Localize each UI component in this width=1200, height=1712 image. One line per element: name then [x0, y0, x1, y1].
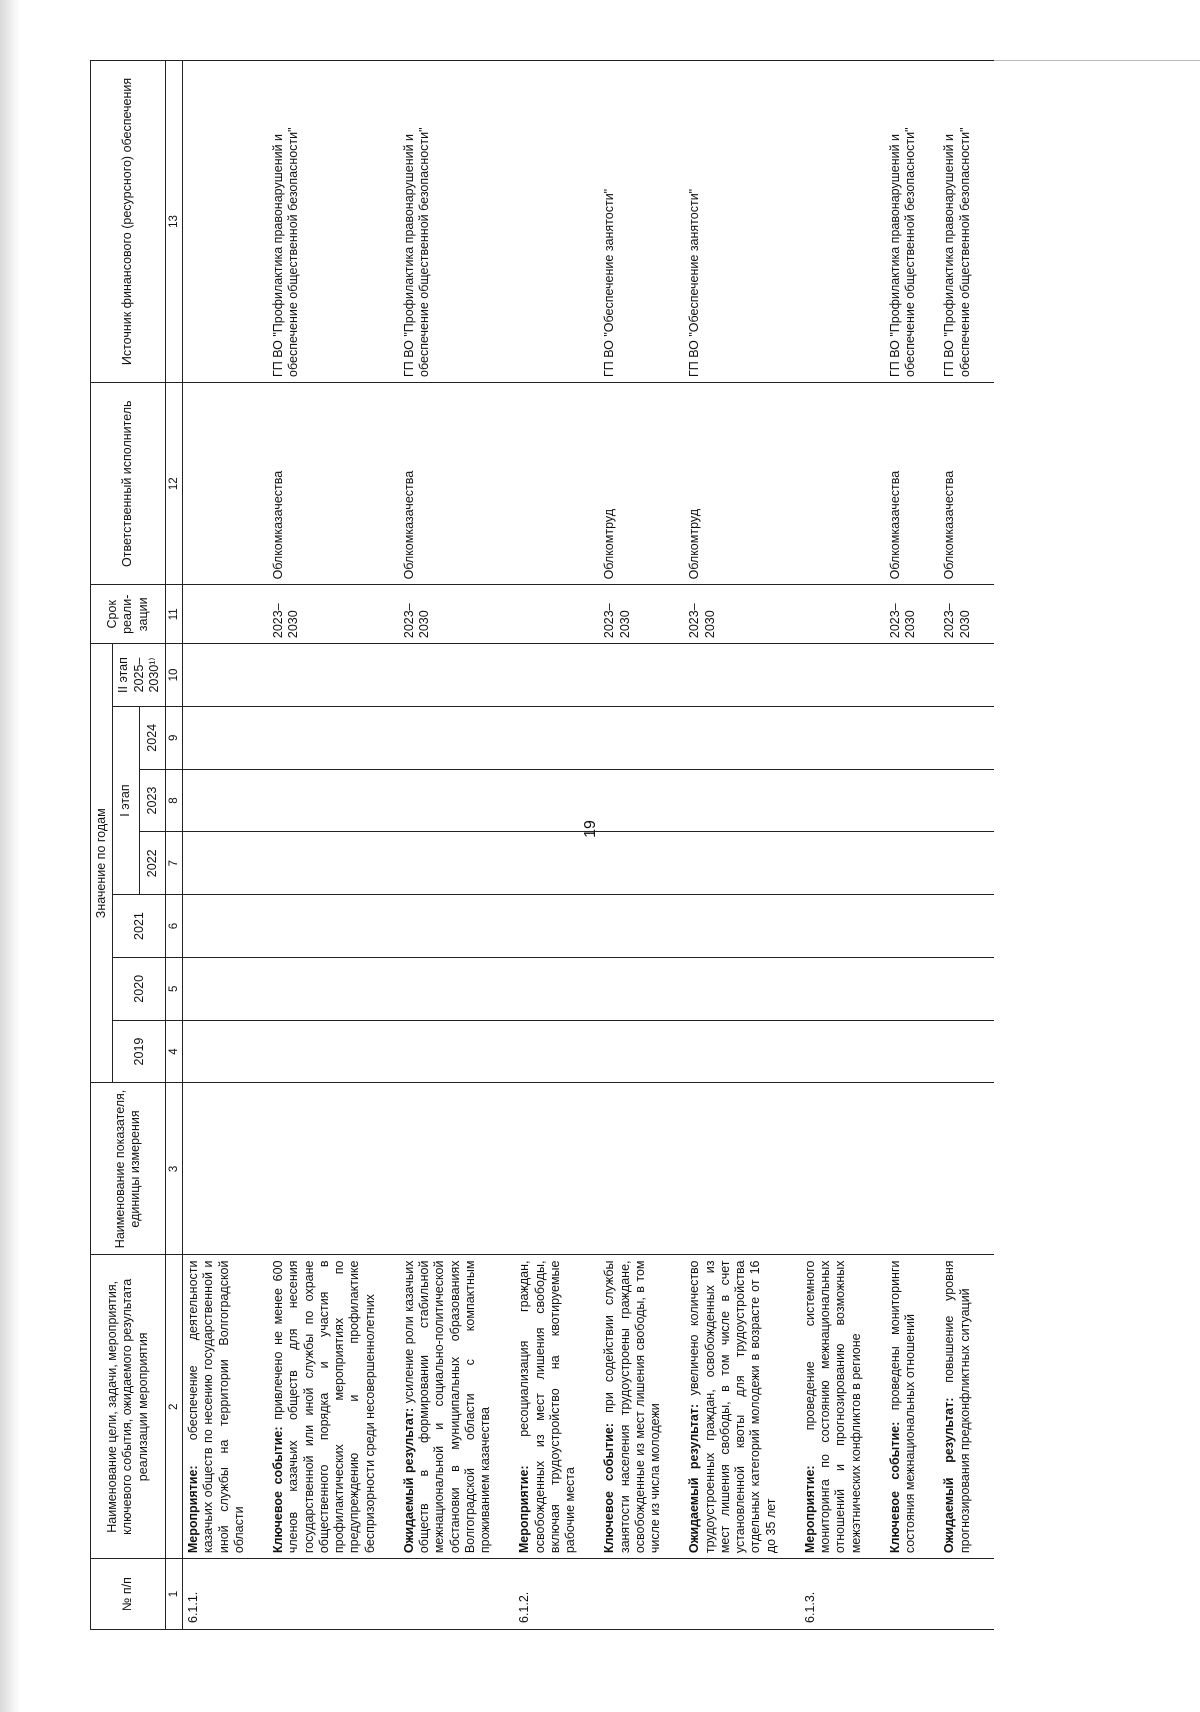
- row-year-value: [514, 706, 599, 769]
- row-year-value: [939, 1020, 994, 1083]
- row-entry-label: Ожидаемый результат:: [687, 1403, 702, 1554]
- row-year-value: [514, 957, 599, 1020]
- row-term: 2023–2030: [399, 585, 515, 644]
- row-description: [800, 1255, 885, 1559]
- row-number: [684, 1559, 800, 1630]
- row-indicator: [514, 1083, 599, 1255]
- row-source: ГП ВО "Профилактика правонарушений и обеспечение общественной безопасности": [268, 61, 399, 383]
- header-stage1: I этап: [113, 706, 139, 894]
- row-year-value: [800, 1020, 885, 1083]
- row-year-value: [183, 644, 269, 707]
- col-number: 8: [166, 769, 183, 832]
- col-number: 5: [166, 957, 183, 1020]
- row-entry: [602, 1261, 663, 1554]
- row-year-value: [183, 895, 269, 958]
- row-entry-label: Ключевое событие:: [271, 1426, 286, 1554]
- row-year-value: [885, 832, 940, 895]
- row-year-value: [599, 957, 684, 1020]
- col-number: 2: [166, 1255, 183, 1559]
- row-year-value: [939, 769, 994, 832]
- row-source: ГП ВО "Профилактика правонарушений и обеспечение общественной безопасности": [885, 61, 940, 383]
- col-number: 1: [166, 1559, 183, 1630]
- row-entry-text: при содействии службы занятости населения трудоустроены граждане, освобожденные из мест лишения свободы, в том числе из числа молодежи: [602, 1260, 663, 1554]
- col-number: 4: [166, 1020, 183, 1083]
- row-year-value: [183, 832, 269, 895]
- row-year-value: [684, 706, 800, 769]
- row-year-value: [268, 644, 399, 707]
- row-year-value: [885, 769, 940, 832]
- row-executor: [800, 382, 885, 584]
- row-entry: [803, 1261, 864, 1554]
- row-description: [684, 1255, 800, 1559]
- table-row: [684, 61, 800, 1630]
- row-number: [268, 1559, 399, 1630]
- header-term: Срок реали-зации: [91, 585, 166, 644]
- table-row: [885, 61, 940, 1630]
- col-number: 3: [166, 1083, 183, 1255]
- row-year-value: [268, 769, 399, 832]
- row-entry: [186, 1261, 247, 1554]
- row-entry-text: усиление роли казачьих обществ в формировании стабильной межнациональной и социально-политической обстановки в муниципальных образованиях Волгоградской области с компактным проживанием казачества: [401, 1260, 493, 1554]
- row-year-value: [885, 644, 940, 707]
- col-number: 7: [166, 832, 183, 895]
- row-entry-label: Мероприятие:: [186, 1465, 201, 1554]
- row-year-value: [885, 895, 940, 958]
- row-year-value: [268, 1020, 399, 1083]
- col-number: 6: [166, 895, 183, 958]
- row-entry: [888, 1261, 919, 1554]
- row-year-value: [399, 832, 515, 895]
- row-year-value: [268, 895, 399, 958]
- row-term: 2023–2030: [684, 585, 800, 644]
- row-description: [885, 1255, 940, 1559]
- row-entry-label: Ожидаемый результат:: [401, 1407, 416, 1554]
- scan-shadow-edge: [0, 0, 20, 1712]
- row-description: [268, 1255, 399, 1559]
- row-year-value: [599, 706, 684, 769]
- row-year-value: [399, 1020, 515, 1083]
- row-year-value: [800, 644, 885, 707]
- row-indicator: [684, 1083, 800, 1255]
- row-year-value: [183, 1020, 269, 1083]
- header-indicator: Наименование показателя, единицы измерения: [91, 1083, 166, 1255]
- row-entry-text: ресоциализация граждан, освобожденных из мест лишения свободы, включая трудоустройство на квотируемые рабочие места: [517, 1260, 578, 1554]
- page-number: 19: [581, 820, 599, 838]
- row-entry: [271, 1261, 378, 1554]
- row-year-value: [939, 957, 994, 1020]
- header-name: Наименование цели, задачи, мероприятия, ключевого события, ожидаемого результата реализации мероприятия: [91, 1255, 166, 1559]
- row-executor: Облкомказачества: [268, 382, 399, 584]
- row-description: [399, 1255, 515, 1559]
- table-row: [514, 61, 599, 1630]
- row-term: 2023–2030: [599, 585, 684, 644]
- row-executor: Облкомтруд: [599, 382, 684, 584]
- row-year-value: [800, 706, 885, 769]
- col-number: 10: [166, 644, 183, 707]
- row-indicator: [599, 1083, 684, 1255]
- col-number: 13: [166, 61, 183, 383]
- row-executor: Облкомказачества: [399, 382, 515, 584]
- row-executor: Облкомтруд: [684, 382, 800, 584]
- header-values-group: Значение по годам: [91, 644, 113, 1083]
- row-year-value: [514, 644, 599, 707]
- header-num: № п/п: [91, 1559, 166, 1630]
- row-term: [183, 585, 269, 644]
- row-entry: [942, 1261, 973, 1554]
- row-number: [939, 1559, 994, 1630]
- row-year-value: [599, 769, 684, 832]
- row-year-value: [599, 644, 684, 707]
- col-number: 12: [166, 382, 183, 584]
- row-entry-label: Мероприятие:: [517, 1465, 532, 1554]
- row-entry-label: Мероприятие:: [802, 1465, 817, 1554]
- row-year-value: [183, 706, 269, 769]
- row-entry-label: Ожидаемый результат:: [942, 1397, 957, 1554]
- row-year-value: [599, 895, 684, 958]
- table-row: [599, 61, 684, 1630]
- row-year-value: [800, 832, 885, 895]
- row-source: ГП ВО "Профилактика правонарушений и обеспечение общественной безопасности": [399, 61, 515, 383]
- row-year-value: [268, 832, 399, 895]
- row-year-value: [684, 644, 800, 707]
- row-year-value: [599, 1020, 684, 1083]
- row-source: ГП ВО "Обеспечение занятости": [599, 61, 684, 383]
- row-year-value: [399, 895, 515, 958]
- table-row: [268, 61, 399, 1630]
- row-description: [939, 1255, 994, 1559]
- row-description: [183, 1255, 269, 1559]
- row-year-value: [939, 706, 994, 769]
- row-year-value: [514, 895, 599, 958]
- row-entry-text: привлечено не менее 600 членов казачьих обществ для несения государственной или иной службы по охране общественного порядка и участия в профилактических мероприятиях по предупреждению и профилактике беспризорности среди несовершеннолетних: [271, 1260, 377, 1554]
- row-entry-text: проведение системного мониторинга по состоянию межнациональных отношений и прогнозированию возможных межэтнических конфликтов в регионе: [802, 1260, 863, 1554]
- row-year-value: [800, 957, 885, 1020]
- header-2022: 2022: [139, 832, 165, 895]
- row-number: [599, 1559, 684, 1630]
- col-number: 9: [166, 706, 183, 769]
- row-term: 2023–2030: [268, 585, 399, 644]
- row-indicator: [183, 1083, 269, 1255]
- row-number: [399, 1559, 515, 1630]
- row-year-value: [514, 769, 599, 832]
- row-number: 6.1.2.: [514, 1559, 599, 1630]
- row-year-value: [399, 769, 515, 832]
- header-2020: 2020: [113, 957, 166, 1020]
- row-executor: [514, 382, 599, 584]
- row-description: [599, 1255, 684, 1559]
- row-year-value: [800, 895, 885, 958]
- row-year-value: [684, 832, 800, 895]
- row-entry-label: Ключевое событие:: [887, 1421, 902, 1554]
- row-year-value: [399, 706, 515, 769]
- row-executor: Облкомказачества: [885, 382, 940, 584]
- row-entry-text: проведены мониторинги состояния межнациональных отношений: [887, 1260, 918, 1554]
- row-entry-text: повышение уровня прогнозирования предконфликтных ситуаций: [942, 1260, 972, 1554]
- row-source: ГП ВО "Профилактика правонарушений и обеспечение общественной безопасности": [939, 61, 994, 383]
- row-indicator: [268, 1083, 399, 1255]
- row-year-value: [885, 706, 940, 769]
- row-description: [514, 1255, 599, 1559]
- row-year-value: [399, 644, 515, 707]
- row-entry: [517, 1261, 578, 1554]
- row-indicator: [939, 1083, 994, 1255]
- row-year-value: [939, 895, 994, 958]
- row-number: 6.1.1.: [183, 1559, 269, 1630]
- header-2024: 2024: [139, 706, 165, 769]
- row-number: [885, 1559, 940, 1630]
- row-source: ГП ВО "Обеспечение занятости": [684, 61, 800, 383]
- row-entry-label: Ключевое событие:: [602, 1423, 617, 1554]
- row-year-value: [599, 832, 684, 895]
- row-indicator: [800, 1083, 885, 1255]
- row-year-value: [684, 1020, 800, 1083]
- header-source: Источник финансового (ресурсного) обеспечения: [91, 61, 166, 383]
- row-year-value: [399, 957, 515, 1020]
- header-executor: Ответственный исполнитель: [91, 382, 166, 584]
- row-year-value: [268, 957, 399, 1020]
- activities-table: [90, 60, 994, 1630]
- row-year-value: [514, 1020, 599, 1083]
- row-source: [183, 61, 269, 383]
- row-year-value: [800, 769, 885, 832]
- table-row: [399, 61, 515, 1630]
- row-year-value: [684, 769, 800, 832]
- row-source: [800, 61, 885, 383]
- row-year-value: [268, 706, 399, 769]
- table-row: [800, 61, 885, 1630]
- row-year-value: [939, 832, 994, 895]
- header-2021: 2021: [113, 895, 166, 958]
- row-indicator: [885, 1083, 940, 1255]
- row-year-value: [885, 957, 940, 1020]
- rotated-table-area: [90, 60, 1090, 1630]
- row-year-value: [514, 832, 599, 895]
- row-entry: [687, 1261, 779, 1554]
- header-2019: 2019: [113, 1020, 166, 1083]
- row-executor: Облкомказачества: [939, 382, 994, 584]
- row-year-value: [684, 895, 800, 958]
- column-number-row: [166, 61, 183, 1630]
- row-entry-text: увеличено количество трудоустроенных граждан, освобожденных из мест лишения свободы, в том числе в счет установленной квоты для трудоустройства отдельных категорий молодежи в возрасте от 16 до 35 лет: [687, 1260, 778, 1554]
- col-number: 11: [166, 585, 183, 644]
- row-year-value: [684, 957, 800, 1020]
- row-indicator: [399, 1083, 515, 1255]
- header-2023: 2023: [139, 769, 165, 832]
- header-stage2: II этап 2025–2030¹⁾: [113, 644, 166, 707]
- row-entry: [402, 1261, 494, 1554]
- row-term: [800, 585, 885, 644]
- row-term: [514, 585, 599, 644]
- row-year-value: [885, 1020, 940, 1083]
- row-term: 2023–2030: [885, 585, 940, 644]
- row-year-value: [183, 957, 269, 1020]
- table-row: [939, 61, 994, 1630]
- row-entry-text: обеспечение деятельности казачьих обществ по несению государственной и иной службы на территории Волгоградской области: [186, 1260, 246, 1554]
- row-term: 2023–2030: [939, 585, 994, 644]
- row-source: [514, 61, 599, 383]
- row-executor: [183, 382, 269, 584]
- table-row: [183, 61, 269, 1630]
- row-year-value: [183, 769, 269, 832]
- row-year-value: [939, 644, 994, 707]
- row-number: 6.1.3.: [800, 1559, 885, 1630]
